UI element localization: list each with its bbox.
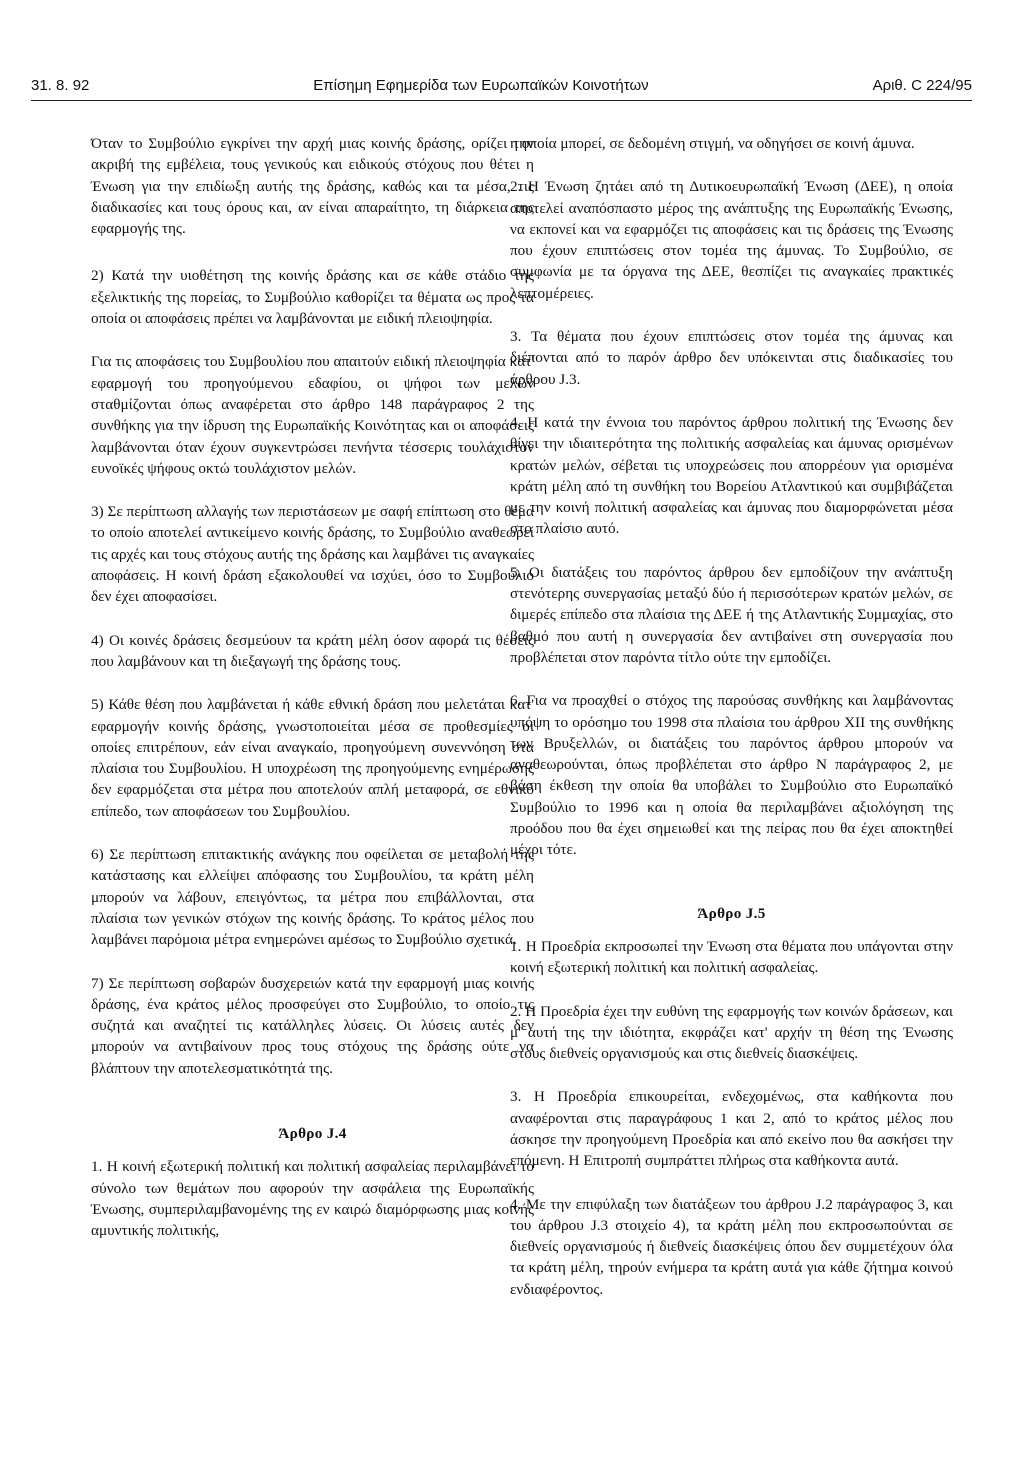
paragraph: 6. Για να προαχθεί ο στόχος της παρούσας συνθήκης και λαμβάνοντας υπόψη το ορόσημο του 1998 στα πλαίσια του άρθρου XII της συνθήκης των Βρυξελλών, οι διατάξεις του παρόντος άρθρου μπορούν να αναθεωρούνται, όπως προβλέπεται στο άρθρο N παράγραφος 2, με βάση έκθεση την οποία θα υποβάλει το Συμβούλιο στο Ευρωπαϊκό Συμβούλιο το 1996 και η οποία θα περιλαμβάνει αξιολόγηση της προόδου που θα έχει σημειωθεί και της πείρας που θα έχει αποκτηθεί μέχρι τότε.	[510, 692, 953, 859]
paragraph: 3. Η Προεδρία επικουρείται, ενδεχομένως, στα καθήκοντα που αναφέρονται στις παραγράφους 1 και 2, από το κράτος μέλος που άσκησε την προηγούμενη Προεδρία και από εκείνο που θα ασκήσει την επόμενη. Η Επιτροπή συμπράττει πλήρως στα καθήκοντα αυτά.	[510, 1088, 953, 1170]
right-column	[510, 133, 953, 1322]
paragraph: 4. Με την επιφύλαξη των διατάξεων του άρθρου J.2 παράγραφος 3, και του άρθρου J.3 στοιχείο 4), τα κράτη μέλη που εκπροσωπούνται σε διεθνείς οργανισμούς ή διεθνείς διασκέψεις όπου δεν συμμετέχουν όλα τα κράτη μέλη, τηρούν ενήμερα τα κράτη αυτά για κάθε ζήτημα κοινού ενδιαφέροντος.	[510, 1195, 953, 1298]
page-header	[31, 70, 972, 94]
paragraph: 2. Η Προεδρία έχει την ευθύνη της εφαρμογής των κοινών δράσεων, και μ' αυτή της την ιδιότητα, εκφράζει κατ' αρχήν τη θέση της Ένωσης στους διεθνείς οργανισμούς και στις διεθνείς διασκέψεις.	[510, 1002, 953, 1063]
paragraph: 7) Σε περίπτωση σοβαρών δυσχερειών κατά την εφαρμογή μιας κοινής δράσης, ένα κράτος μέλος προσφεύγει στο Συμβούλιο, το οποίο τις συζητά και αναζητεί τις κατάλληλες λύσεις. Οι λύσεις αυτές δεν μπορούν να αντιβαίνουν προς τους στόχους της δράσης ούτε να βλάπτουν την αποτελεσματικότητά της.	[91, 974, 534, 1077]
header-journal-title: Επίσημη Εφημερίδα των Ευρωπαϊκών Κοινοτήτων	[313, 77, 649, 94]
paragraph: 1. Η κοινή εξωτερική πολιτική και πολιτική ασφαλείας περιλαμβάνει το σύνολο των θεμάτων που αφορούν την ασφάλεια της Ευρωπαϊκής Ένωσης, συμπεριλαμβανομένης της εν καιρώ διαμόρφωσης μιας κοινής αμυντικής πολιτικής,	[91, 1158, 534, 1240]
header-divider	[31, 100, 972, 101]
paragraph: 1. Η Προεδρία εκπροσωπεί την Ένωση στα θέματα που υπάγονται στην κοινή εξωτερική πολιτική και πολιτική ασφαλείας.	[510, 937, 953, 977]
paragraph: Για τις αποφάσεις του Συμβουλίου που απαιτούν ειδική πλειοψηφία κατ' εφαρμογή του προηγούμενου εδαφίου, οι ψήφοι των μελών σταθμίζονται όπως αναφέρεται στο άρθρο 148 παράγραφος 2 της συνθήκης για την ίδρυση της Ευρωπαϊκής Κοινότητας και οι αποφάσεις λαμβάνονται όταν έχουν συγκεντρώσει πενήντα τέσσερις τουλάχιστον ευνοϊκές ψήφους οκτώ τουλάχιστον μελών.	[91, 353, 534, 477]
article-heading: Άρθρο J.5	[697, 904, 766, 922]
header-issue-number: Αριθ. C 224/95	[872, 77, 972, 94]
paragraph: 2) Κατά την υιοθέτηση της κοινής δράσης και σε κάθε στάδιο της εξελικτικής της πορείας, το Συμβούλιο καθορίζει τα θέματα ως προς τα οποία οι αποφάσεις πρέπει να λαμβάνονται με ειδική πλειοψηφία.	[91, 267, 534, 328]
paragraph: 3) Σε περίπτωση αλλαγής των περιστάσεων με σαφή επίπτωση στο θέμα το οποίο αποτελεί αντικείμενο κοινής δράσης, το Συμβούλιο αναθεωρεί τις αρχές και τους στόχους αυτής της δράσης και λαμβάνει τις αναγκαίες αποφάσεις. Η κοινή δράση εξακολουθεί να ισχύει, όσο το Συμβούλιο δεν έχει αποφασίσει.	[91, 503, 534, 606]
paragraph: 4. Η κατά την έννοια του παρόντος άρθρου πολιτική της Ένωσης δεν θίγει την ιδιαιτερότητα της πολιτικής ασφαλείας και άμυνας ορισμένων κρατών μελών, σέβεται τις υποχρεώσεις που απορρέουν για ορισμένα κράτη μέλη από τη συνθήκη του Βορείου Ατλαντικού και συμβιβάζεται με την κοινή πολιτική ασφαλείας και άμυνας που διαμορφώνεται μέσα στο πλαίσιο αυτό.	[510, 413, 953, 538]
paragraph: 6) Σε περίπτωση επιτακτικής ανάγκης που οφείλεται σε μεταβολή της κατάστασης και ελλείψει απόφασης του Συμβουλίου, τα κράτη μέλη μπορούν να λάβουν, επειγόντως, τα μέτρα που επιβάλλονται, στα πλαίσια των γενικών στόχων της κοινής δράσης. Το κράτος μέλος που λαμβάνει παρόμοια μέτρα ενημερώνει αμέσως το Συμβούλιο σχετικά.	[91, 846, 534, 949]
article-heading: Άρθρο J.4	[278, 1124, 347, 1142]
paragraph: 3. Τα θέματα που έχουν επιπτώσεις στον τομέα της άμυνας και διέπονται από το παρόν άρθρο δεν υπόκεινται στις διαδικασίες του άρθρου J.3.	[510, 328, 953, 388]
left-column	[91, 133, 534, 1263]
paragraph: 4) Οι κοινές δράσεις δεσμεύουν τα κράτη μέλη όσον αφορά τις θέσεις που λαμβάνουν και τη διεξαγωγή της δράσης τους.	[91, 631, 534, 670]
paragraph: 5) Κάθε θέση που λαμβάνεται ή κάθε εθνική δράση που μελετάται κατ' εφαρμογήν κοινής δράσης, γνωστοποιείται μέσα σε προθεσμίες οι οποίες επιτρέπουν, εάν είναι αναγκαίο, προηγούμενη συνεννόηση στα πλαίσια του Συμβουλίου. Η υποχρέωση της προηγούμενης ενημέρωσης δεν εφαρμόζεται στα μέτρα που αποτελούν απλή μεταφορά, σε εθνικό επίπεδο, των αποφάσεων του Συμβουλίου.	[91, 696, 534, 820]
paragraph: 5. Οι διατάξεις του παρόντος άρθρου δεν εμποδίζουν την ανάπτυξη στενότερης συνεργασίας μεταξύ δύο ή περισσότερων κρατών μελών, σε διμερές επίπεδο στα πλαίσια της ΔΕΕ ή της Ατλαντικής Συμμαχίας, στο βαθμό που αυτή η συνεργασία δεν αντιβαίνει στη συνεργασία που προβλέπεται στον παρόντα τίτλο ούτε την εμποδίζει.	[510, 563, 953, 666]
paragraph: Όταν το Συμβούλιο εγκρίνει την αρχή μιας κοινής δράσης, ορίζει την ακριβή της εμβέλεια, τους γενικούς και ειδικούς στόχους που θέτει η Ένωση για την επιδίωξη αυτής της δράσης, καθώς και τα μέσα, τις διαδικασίες και τους όρους και, αν είναι απαραίτητο, τη διάρκεια της εφαρμογής της.	[91, 135, 534, 238]
paragraph: 2. Η Ένωση ζητάει από τη Δυτικοευρωπαϊκή Ένωση (ΔΕΕ), η οποία αποτελεί αναπόσπαστο μέρος της ανάπτυξης της Ευρωπαϊκής Ένωσης, να εκπονεί και να εφαρμόζει τις αποφάσεις και τις δράσεις της Ένωσης που έχουν επιπτώσεις στον τομέα της άμυνας. Το Συμβούλιο, σε συμφωνία με τα όργανα της ΔΕΕ, θεσπίζει τις αναγκαίες πρακτικές λεπτομέρειες.	[510, 178, 953, 302]
paragraph: η οποία μπορεί, σε δεδομένη στιγμή, να οδηγήσει σε κοινή άμυνα.	[510, 135, 915, 152]
header-date: 31. 8. 92	[31, 77, 90, 94]
